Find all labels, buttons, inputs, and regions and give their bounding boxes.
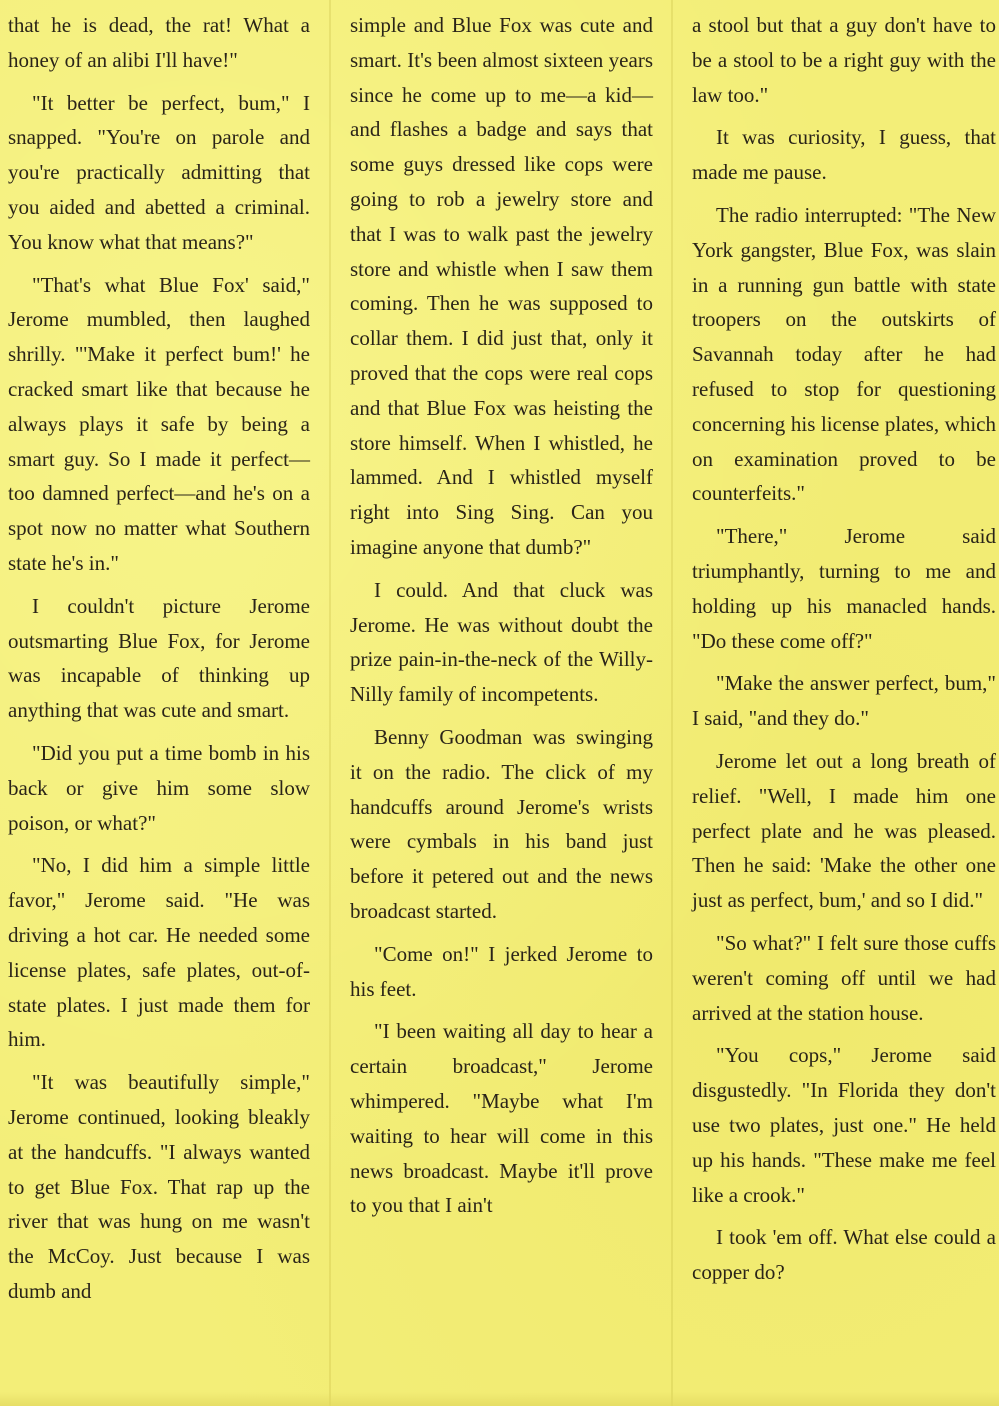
paragraph: "Make the answer perfect, bum," I said, "and they do." (692, 671, 996, 731)
column-gutter-2 (671, 0, 673, 1406)
paragraph: I couldn't picture Jerome outsmarting Blue Fox, for Jerome was incapable of thinking up anything that was cute and smart. (8, 593, 310, 723)
paragraph: a stool but that a guy don't have to be a stool to be a right guy with the law too." (692, 13, 996, 107)
paragraph: I took 'em off. What else could a copper do? (692, 1225, 996, 1285)
text-column-2 (350, 8, 653, 1231)
paragraph: "So what?" I felt sure those cuffs weren't coming off until we had arrived at the station house. (692, 930, 996, 1025)
page-bottom-edge (0, 1392, 999, 1406)
paragraph: The radio interrupted: "The New York gangster, Blue Fox, was slain in a running gun battle with state troopers on the outskirts of Savannah today after he had refused to stop for questioning concerning his license plates, which on examination proved to be counterfeits." (692, 202, 996, 506)
paragraph: "Come on!" I jerked Jerome to his feet. (350, 941, 653, 1001)
paragraph: "It better be perfect, bum," I snapped. "You're on parole and you're practically admitting that you aided and abetted a criminal. You know what that means?" (8, 90, 310, 254)
paragraph: "That's what Blue Fox' said," Jerome mumbled, then laughed shrilly. "'Make it perfect bum!' he cracked smart like that because he always plays it safe by being a smart guy. So I made it perfect—too damned perfect—and he's on a spot now no matter what Southern state he's in." (8, 272, 310, 575)
paragraph: "It was beautifully simple," Jerome continued, looking bleakly at the handcuffs. "I always wanted to get Blue Fox. That rap up the river that was hung on me wasn't the McCoy. Just because I was dumb and (8, 1070, 310, 1303)
paragraph: It was curiosity, I guess, that made me pause. (692, 125, 996, 185)
paragraph: I could. And that cluck was Jerome. He was without doubt the prize pain-in-the-neck of the Willy-Nilly family of incompetents. (350, 577, 653, 707)
paragraph: "I been waiting all day to hear a certain broadcast," Jerome whimpered. "Maybe what I'm waiting to hear will come in this news broadcast. Maybe it'll prove to you that I ain't (350, 1019, 653, 1218)
paragraph: "There," Jerome said triumphantly, turning to me and holding up his manacled hands. "Do these come off?" (692, 524, 996, 653)
text-column-3 (692, 8, 996, 1298)
paragraph: simple and Blue Fox was cute and smart. It's been almost sixteen years since he come up to me—a kid—and flashes a badge and says that some guys dressed like cops were going to rob a jewelry store and that I was to walk past the jewelry store and whistle when I saw them coming. Then he was supposed to collar them. I did just that, only it proved that the cops were real cops and that Blue Fox was heisting the store himself. When I whistled, he lammed. And I whistled myself right into Sing Sing. Can you imagine anyone that dumb?" (350, 13, 653, 559)
paragraph: that he is dead, the rat! What a honey of an alibi I'll have!" (8, 13, 310, 72)
paragraph: "Did you put a time bomb in his back or give him some slow poison, or what?" (8, 740, 310, 835)
paragraph: "No, I did him a simple little favor," Jerome said. "He was driving a hot car. He needed some license plates, safe plates, out-of-state plates. I just made them for him. (8, 853, 310, 1052)
column-gutter-1 (329, 0, 331, 1406)
text-column-1 (8, 8, 310, 1317)
paragraph: Benny Goodman was swinging it on the radio. The click of my handcuffs around Jerome's wrists were cymbals in his band just before it petered out and the news broadcast started. (350, 724, 653, 923)
paragraph: "You cops," Jerome said disgustedly. "In Florida they don't use two plates, just one." He held up his hands. "These make me feel like a crook." (692, 1043, 996, 1207)
paragraph: Jerome let out a long breath of relief. "Well, I made him one perfect plate and he was pleased. Then he said: 'Make the other one just as perfect, bum,' and so I did." (692, 748, 996, 913)
